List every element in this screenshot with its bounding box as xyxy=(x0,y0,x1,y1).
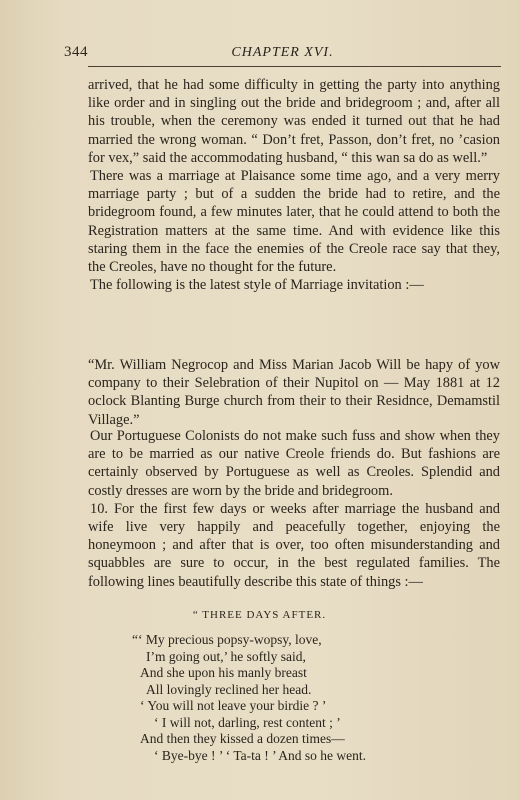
paragraph-portuguese: Our Portuguese Colonists do not make such fuss and show when they are to be married as our native Creole friends do. But fashions are certainly observed by Portuguese as well as Creoles. Splendid and costly dresses are worn by the bride and bridegroom. xyxy=(88,428,500,499)
poem xyxy=(132,632,366,764)
poem-line: “‘ My precious popsy-wopsy, love, xyxy=(132,632,322,647)
poem-line: All lovingly reclined her head. xyxy=(146,681,312,697)
poem-line: And then they kissed a dozen times— xyxy=(140,731,345,746)
body-section-2 xyxy=(88,427,500,591)
poem-line: I’m going out,’ he softly said, xyxy=(146,648,306,664)
paragraph-arrived: arrived, that he had some difficulty in getting the party into anything like order and in singling out the bride and bridegroom ; and, after all his trouble, when the ceremony was ended it turned out that he had married the wrong woman. “ Don’t fret, Passon, don’t fret, no ’casion for vex,” said the accommodating husband, “ this wan sa do as well.” xyxy=(88,77,500,166)
invitation-quote: “Mr. William Negrocop and Miss Marian Jacob Will be hapy of yow company to their Selebration of their Nupitol on — May 1881 at 12 oclock Blanting Burge church from their to their Residnce, Demamstil Village.” xyxy=(88,357,500,428)
running-head: CHAPTER XVI. xyxy=(231,45,334,60)
poem-line: ‘ I will not, darling, rest content ; ’ xyxy=(154,714,341,730)
body-section-1 xyxy=(88,76,500,294)
page-number: 344 xyxy=(64,44,88,60)
poem-line: And she upon his manly breast xyxy=(140,665,307,680)
poem-title: “ THREE DAYS AFTER. xyxy=(192,609,327,621)
paragraph-plaisance: There was a marriage at Plaisance some time ago, and a very merry marriage party ; but of a sudden the bride had to retire, and the bridegroom found, a few minutes later, that he could attend to both the Registration matters at the same time. And with evidence like this staring them in the face the enemies of the Creole race say that they, the Creoles, have no thought for the future. xyxy=(88,168,500,276)
poem-line: ‘ You will not leave your birdie ? ’ xyxy=(140,698,327,713)
paragraph-section-10: 10. For the first few days or weeks after marriage the husband and wife live very happily and peacefully together, enjoying the honeymoon ; and after that is over, too often misunderstanding and squabbles are sure to occur, in the best regulated families. The following lines beautifully describe this state of things :— xyxy=(88,500,500,590)
header-rule xyxy=(88,66,501,67)
paragraph-invitation-intro: The following is the latest style of Marriage invitation :— xyxy=(90,277,424,294)
page-header xyxy=(64,44,501,64)
poem-line: ‘ Bye-bye ! ’ ‘ Ta-ta ! ’ And so he went. xyxy=(154,747,366,763)
